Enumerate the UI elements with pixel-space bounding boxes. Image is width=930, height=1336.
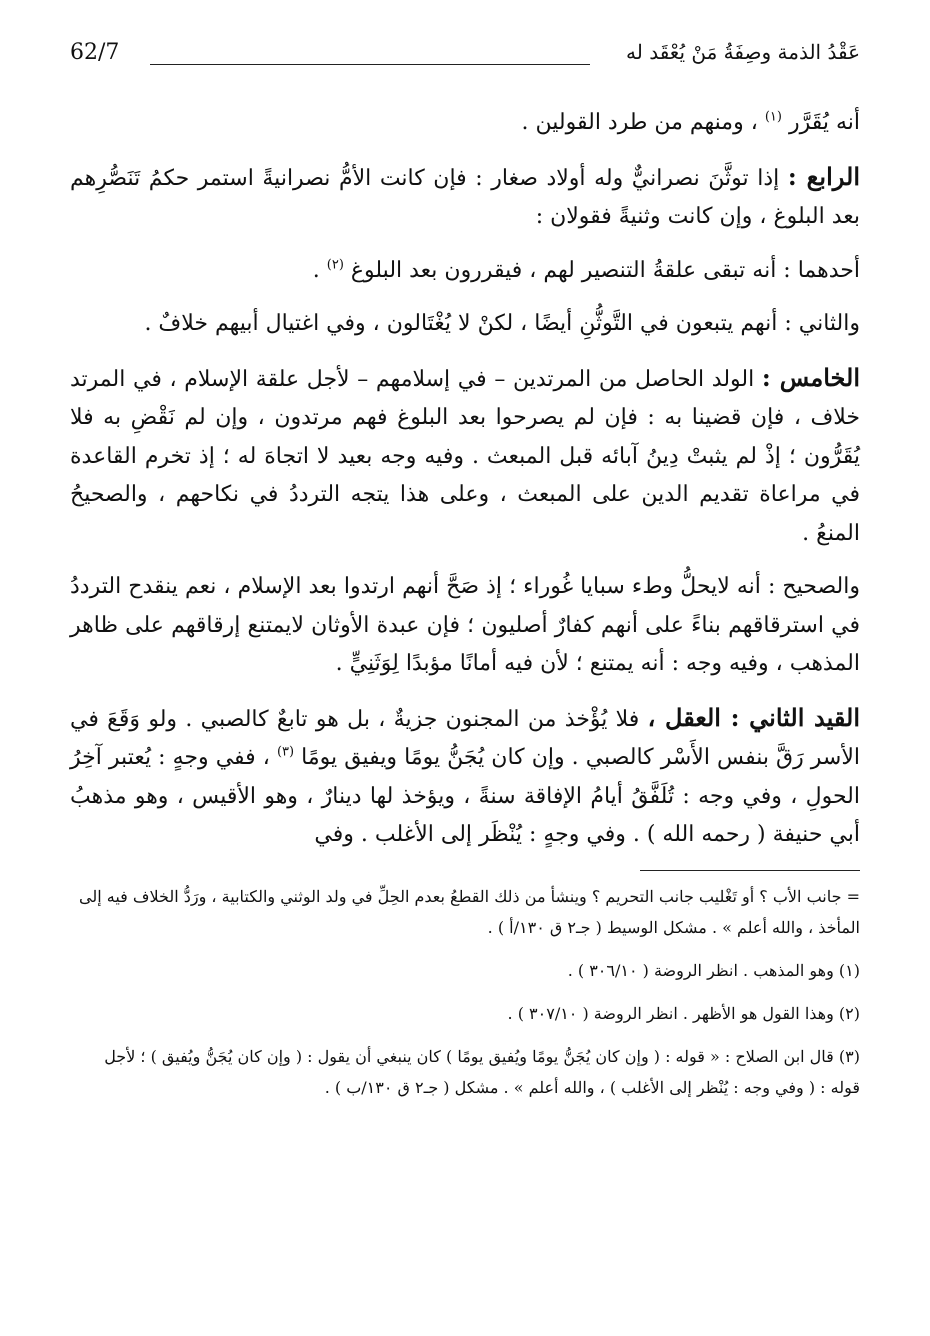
- section-label-fifth: الخامس :: [761, 362, 860, 392]
- paragraph-fifth: [70, 359, 860, 554]
- paragraph-text: فلا يُؤْخذ من المجنون جزيةٌ ، بل هو تابعٌ كالصبي . ولو وَقَعَ في الأسر رَقَّ بنفس الأَسْر كالصبي . وإن كان يُجَنُّ يومًا ويفيق يومًا: [70, 706, 861, 770]
- paragraph-text: ، ومنهم من طرد القولين .: [521, 110, 758, 135]
- page: [70, 40, 860, 1115]
- paragraph-first-opinion: [70, 252, 860, 291]
- section-label-fourth: الرابع :: [787, 161, 860, 191]
- footnote-ref-2: (٢): [326, 257, 344, 273]
- paragraph-text: إذا توثَّنَ نصرانيٌّ وله أولاد صغار : فإن كانت الأمُّ نصرانيةً استمر حكمُ تَنَصُّرِهم بعد البلوغ ، وإن كانت وثنيةً فقولان :: [70, 165, 860, 229]
- footnote-continuation: = جانب الأب ؟ أو تَغْليب جانب التحريم ؟ وينشأ من ذلك القطعُ بعدم الحِلِّ في ولد الوثني والكتابية ، ورَدُّ الخلاف فيه إلى المأخذ ، والله أعلم » . مشكل الوسيط ( جـ٢ ق ١٣٠/أ ) .: [79, 886, 860, 937]
- paragraph-text: الولد الحاصل من المرتدين – في إسلامهم – لأجل علقة الإسلام ، في المرتد خلاف ، فإن قضينا به : فإن لم يصرحوا بعد البلوغ فهم مرتدون ، وإن لم نَقْضِ به فلا يُقَرُّون ؛ إذْ لم يثبتْ دِينُ آبائه قبل المبعث . وفيه وجه بعيد لا اتجاهَ له ؛ إذ تخرم القاعدة في مراعاة تقديم الدين على المبعث ، وعلى هذا يتجه الترددُ في نكاحهم ، والصحيحُ المنعُ .: [70, 366, 860, 546]
- paragraph-second-opinion: [70, 305, 860, 344]
- footnotes: [70, 881, 860, 1103]
- paragraph-1: [70, 104, 860, 143]
- paragraph-second-condition: [70, 699, 860, 855]
- main-text: [70, 104, 860, 855]
- paragraph-text: والصحيح : أنه لايحلُّ وطء سبايا غُوراء ؛ إذ صَحَّ أنهم ارتدوا بعد الإسلام ، نعم ينقدح الترددُ في استرقاقهم بناءً على أنهم كفارٌ أصليون ؛ فإن عبدة الأوثان لايمتنع إرقاقهم على ظاهر المذهب ، وفيه وجه : أنه يمتنع ؛ لأن فيه أمانًا مؤبدًا لِوَثَنِيٍّ .: [70, 574, 860, 676]
- running-title: عَقْدُ الذمة وصِفَةُ مَنْ يُعْقَد له: [626, 40, 860, 64]
- footnote-ref-3: (٣): [276, 744, 295, 760]
- paragraph-fourth: [70, 158, 860, 237]
- footnote-ref-1: (١): [764, 109, 782, 125]
- paragraph-text: ، ففي وجهٍ : يُعتبر آخِرُ الحولِ ، وفي وجه : تُلَفَّقُ أيامُ الإفاقة سنةً ، ويؤخذ لها دينارٌ ، وهو الأقيس ، وهو مذهبُ أبي حنيفة ( رحمه الله ) . وفي وجهٍ : يُنْظَر إلى الأغلب . وفي: [70, 745, 860, 847]
- section-label-second-condition: القيد الثاني : العقل ،: [647, 702, 860, 732]
- paragraph-text: أنه يُقَرَّر: [788, 110, 860, 135]
- paragraph-text: .: [312, 257, 320, 283]
- footnote-1: (١) وهو المذهب . انظر الروضة ( ٣٠٦/١٠ ) .: [567, 960, 860, 980]
- paragraph-text: أحدهما : أنه تبقى علقةُ التنصير لهم ، فيقررون بعد البلوغ: [350, 257, 860, 283]
- page-header: [70, 40, 860, 80]
- paragraph-correct: [70, 568, 860, 684]
- footnote-2: (٢) وهذا القول هو الأظهر . انظر الروضة ( ٣٠٧/١٠ ) .: [507, 1003, 860, 1023]
- page-reference: 62/7: [70, 40, 120, 65]
- footnote-separator: [640, 870, 860, 871]
- paragraph-text: والثاني : أنهم يتبعون في التَّوثُّنِ أيضًا ، لكنْ لا يُغْتَالون ، وفي اغتيال أبيهم خلافٌ .: [144, 311, 860, 336]
- header-rule: [150, 64, 590, 65]
- footnote-3: (٣) قال ابن الصلاح : « قوله : ( وإن كان يُجَنُّ يومًا ويُفيق يومًا ) كان ينبغي أن يقول : ( وإن كان يُجَنُّ ويُفيق ) ؛ لأجل قوله : ( وفي وجه : يُنْظر إلى الأغلب ) ، والله أعلم » . مشكل ( جـ٢ ق ١٣٠/ب ) .: [104, 1046, 860, 1097]
